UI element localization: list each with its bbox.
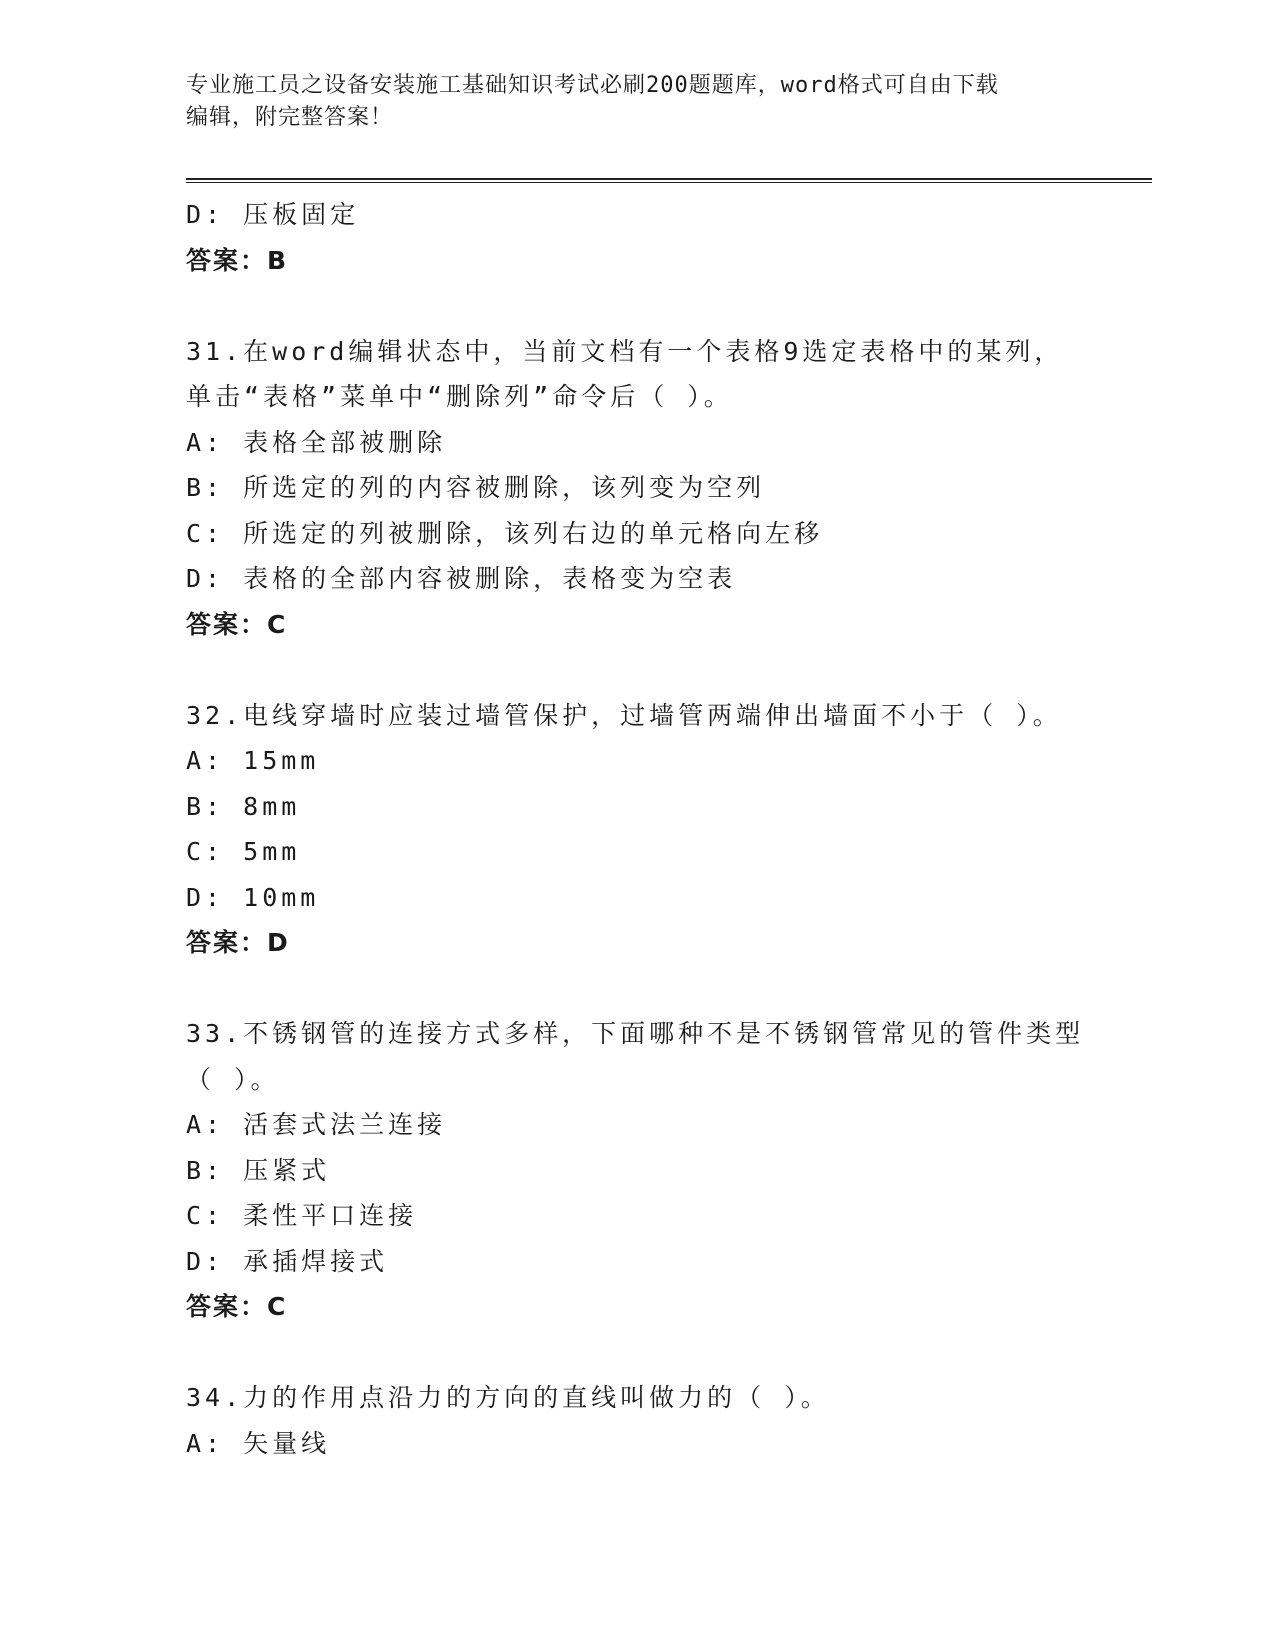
document-header	[186, 70, 1076, 134]
option-b: B: 8mm	[186, 791, 301, 821]
question-stem: 31.在word编辑状态中，当前文档有一个表格9选定表格中的某列，	[186, 336, 1064, 366]
answer: 答案：C	[186, 1292, 288, 1321]
question-31	[186, 329, 1126, 648]
answer: 答案：D	[186, 928, 290, 957]
option-a: A: 表格全部被删除	[186, 427, 447, 457]
question-list	[186, 192, 1126, 1466]
answer: 答案：C	[186, 609, 288, 639]
question-33	[186, 1011, 1126, 1330]
option-d: D: 压板固定	[186, 200, 360, 229]
option-b: B: 所选定的列的内容被删除，该列变为空列	[186, 473, 766, 502]
answer: 答案：B	[186, 245, 289, 275]
option-c: C: 5mm	[186, 837, 301, 866]
option-d: D: 承插焊接式	[186, 1246, 389, 1276]
question-34	[186, 1375, 1126, 1466]
spacer	[186, 966, 1126, 1012]
option-a: A: 活套式法兰连接	[186, 1110, 447, 1139]
question-stem: 34.力的作用点沿力的方向的直线叫做力的（ ）。	[186, 1383, 830, 1412]
option-d: D: 10mm	[186, 882, 320, 912]
question-32	[186, 693, 1126, 966]
spacer	[186, 283, 1126, 329]
option-d: D: 表格的全部内容被删除，表格变为空表	[186, 564, 737, 593]
question-30-tail	[186, 192, 1126, 283]
spacer	[186, 1330, 1126, 1376]
question-stem: 33.不锈钢管的连接方式多样，下面哪种不是不锈钢管常见的管件类型	[186, 1019, 1085, 1048]
option-b: B: 压紧式	[186, 1155, 331, 1185]
question-stem: 单击“表格”菜单中“删除列”命令后（ ）。	[186, 382, 733, 411]
question-stem: （ ）。	[186, 1064, 280, 1094]
option-c: C: 柔性平口连接	[186, 1201, 418, 1230]
option-a: A: 15mm	[186, 746, 320, 775]
option-a: A: 矢量线	[186, 1428, 331, 1458]
question-stem: 32.电线穿墙时应装过墙管保护，过墙管两端伸出墙面不小于（ ）。	[186, 700, 1062, 730]
option-c: C: 所选定的列被删除，该列右边的单元格向左移	[186, 518, 824, 548]
header-title-line1: 专业施工员之设备安装施工基础知识考试必刷200题题库，word格式可自由下载	[186, 73, 999, 98]
spacer	[186, 647, 1126, 693]
header-divider	[186, 178, 1152, 183]
header-title-line2: 编辑，附完整答案！	[186, 105, 394, 130]
